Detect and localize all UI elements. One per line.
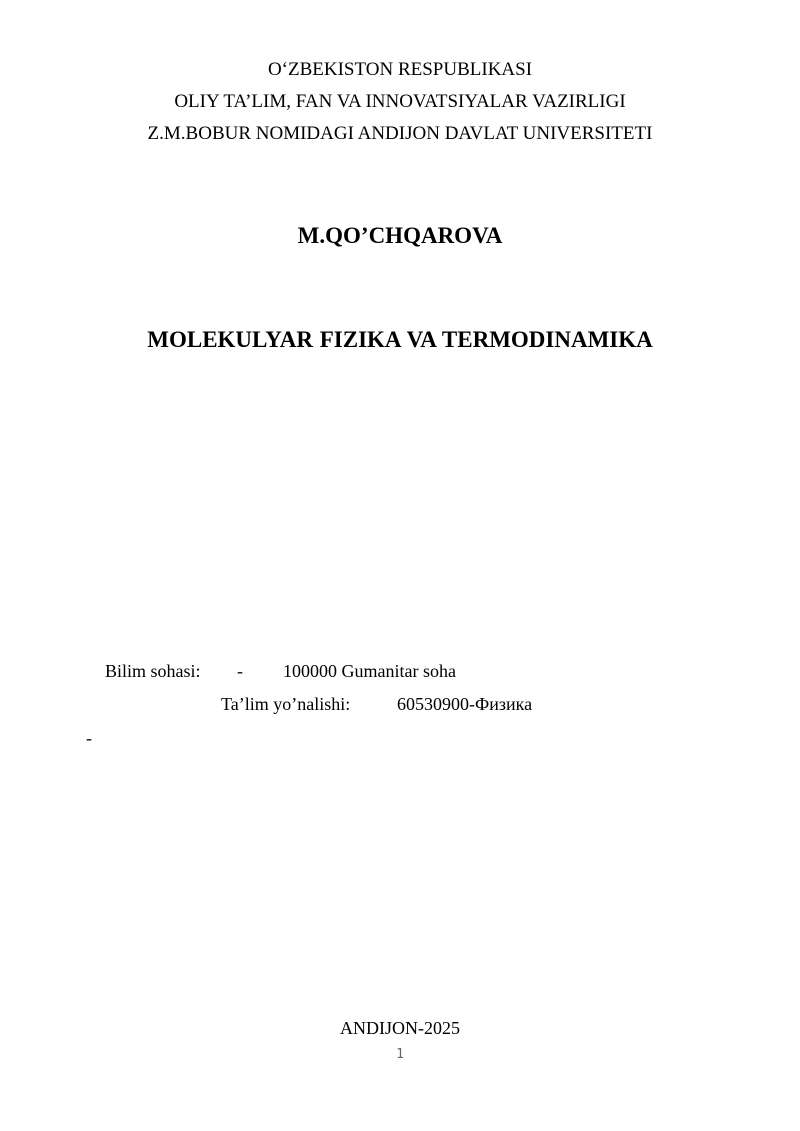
document-title: MOLEKULYAR FIZIKA VA TERMODINAMIKA [147, 327, 653, 352]
education-direction-label: Ta’lim yo’nalishi: [221, 694, 351, 714]
university-heading: Z.M.BOBUR NOMIDAGI ANDIJON DAVLAT UNIVERSITETI [147, 123, 653, 144]
page-number: 1 [396, 1047, 404, 1062]
city-year: ANDIJON-2025 [340, 1018, 460, 1038]
education-direction-value: 60530900-Физика [397, 694, 533, 714]
country-heading: O‘ZBEKISTON RESPUBLIKASI [267, 59, 533, 80]
stray-dash: - [86, 728, 92, 748]
knowledge-area-separator: - [237, 661, 243, 681]
knowledge-area-value: 100000 Gumanitar soha [283, 661, 456, 681]
ministry-heading: OLIY TA’LIM, FAN VA INNOVATSIYALAR VAZIRLIGI [174, 91, 626, 112]
author-name: M.QO’CHQAROVA [297, 223, 503, 248]
knowledge-area-label: Bilim sohasi: [105, 661, 201, 681]
